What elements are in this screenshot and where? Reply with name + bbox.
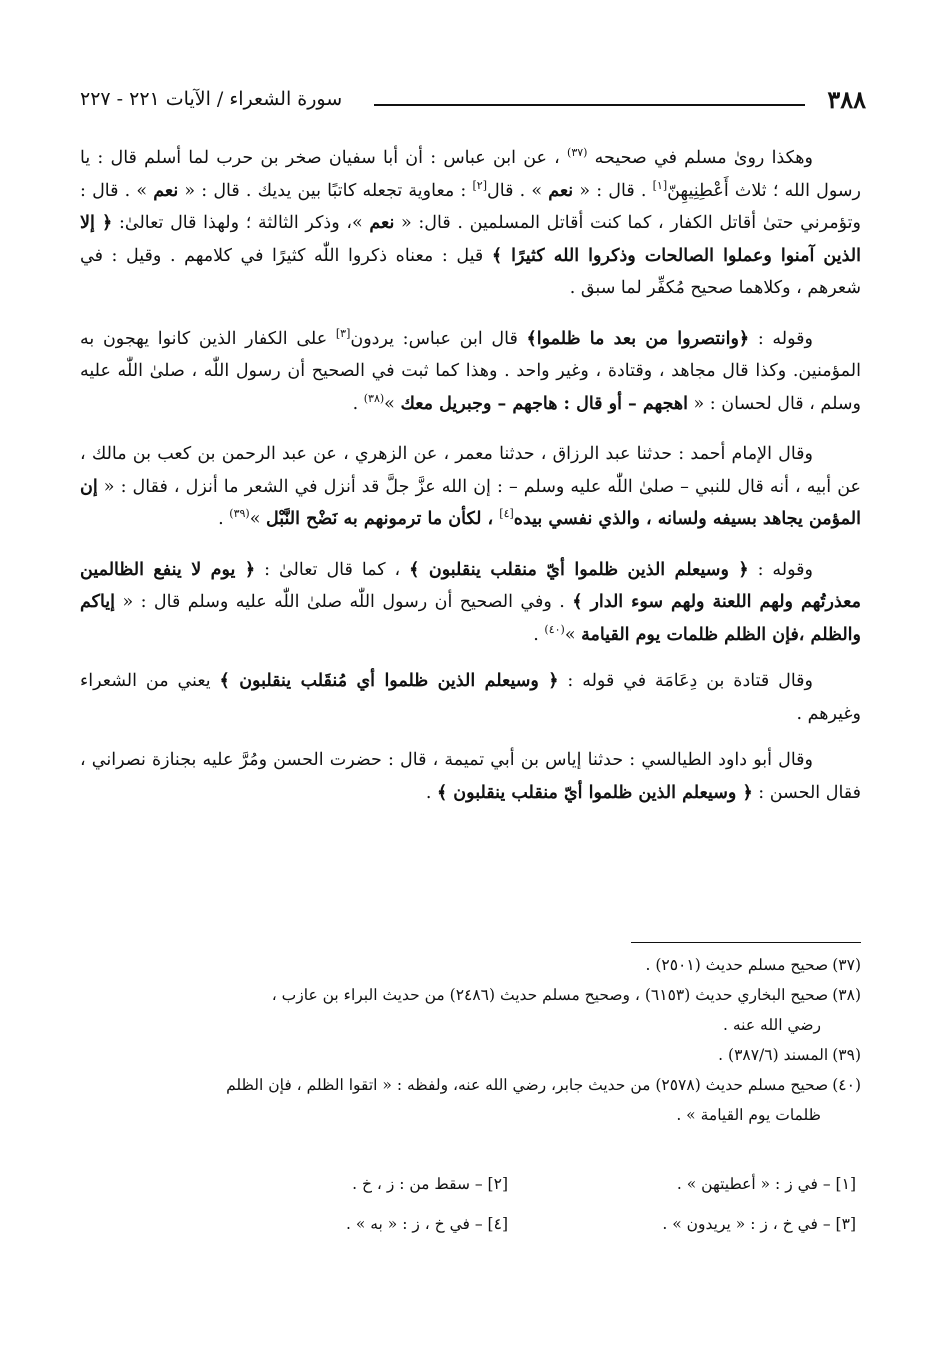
hadith-quote: إن المؤمن يجاهد بسيفه ولسانه ، والذي نفسي بيده bbox=[80, 476, 861, 529]
quran-quote: ﴿ يوم لا ينفع الظالمين معذرتُهم ولهم اللعنة ولهم سوء الدار ﴾ bbox=[80, 559, 861, 612]
variant-ref[interactable]: [١] bbox=[652, 178, 668, 192]
variant-ref[interactable]: [٣] bbox=[335, 326, 351, 340]
footnote-number: (٣٧) bbox=[832, 956, 861, 974]
variant-note: [٢] – سقط من : ز ، خ . bbox=[352, 1175, 508, 1193]
footnote-number: (٣٨) bbox=[832, 986, 861, 1004]
footnote-ref[interactable]: (٣٧) bbox=[567, 146, 588, 160]
quran-quote: ﴿ وسيعلم الذين ظلموا أيّ منقلب ينقلبون ﴾ bbox=[436, 782, 753, 803]
footnote-ref[interactable]: (٣٨) bbox=[363, 391, 385, 405]
footnote-item: (٣٨)صحيح البخاري حديث (٦١٥٣) ، وصحيح مسلم حديث (٢٤٨٦) من حديث البراء بن عازب ، رضي الله عنه . bbox=[271, 986, 861, 1034]
hadith-quote: ، لكأن ما ترمونهم به نَضْح النَّبْل bbox=[265, 509, 500, 529]
paragraph-4: وقوله : ﴿ وسيعلم الذين ظلموا أيّ منقلب ينقلبون ﴾ ، كما قال تعالىٰ : ﴿ يوم لا ينفع الظالمين معذرتُهم ولهم اللعنة ولهم سوء الدار ﴾ . وفي الصحيح أن رسول اللّٰه صلىٰ اللّٰه عليه وسلم قال : « إياكم والظلم ،فإن الظلم ظلمات يوم القيامة »$^{(٤٠)}$ . bbox=[80, 559, 861, 645]
quran-quote: ﴿وانتصروا من بعد ما ظلموا﴾ bbox=[526, 328, 750, 349]
quran-quote: ﴿ وسيعلم الذين ظلموا أيّ منقلب ينقلبون ﴾ bbox=[409, 559, 749, 580]
running-title: سورة الشعراء / الآيات ٢٢١ - ٢٢٧ bbox=[80, 88, 343, 110]
paragraph-1: وهكذا روىٰ مسلم في صحيحه $^{(٣٧)}$ ، عن ابن عباس : أن أبا سفيان صخر بن حرب لما أسلم قال : يا رسول الله ؛ ثلاث أَعْطِنِيهِنّ[١] . قال : « نعم » . قال[٢] : معاوية تجعله كاتبًا بين يديك . قال : « نعم » . قال : وتؤمرني حتىٰ أقاتل الكفار ، كما كنت أقاتل المسلمين . قال: « نعم »، وذكر الثالثة ؛ ولهذا قال تعالىٰ: ﴿ إلا الذين آمنوا وعملوا الصالحات وذكروا الله كثيرًا ﴾ قيل : معناه ذكروا اللّٰه كثيرًا في كلامهم . وقيل : في شعرهم ، وكلاهما صحيح مُكفِّر لما سبق . bbox=[80, 146, 861, 298]
footnote-separator bbox=[631, 942, 861, 943]
variant-note: [٤] – في خ ، ز : « به » . bbox=[345, 1215, 508, 1233]
footnote-item: (٣٧)صحيح مسلم حديث (٢٥٠١) . bbox=[645, 956, 861, 974]
variant-ref[interactable]: [٤] bbox=[499, 507, 514, 521]
paragraph-6: وقال أبو داود الطيالسي : حدثنا إياس بن أبي تميمة ، قال : حضرت الحسن ومُرَّ عليه بجنازة نصراني ، فقال الحسن : ﴿ وسيعلم الذين ظلموا أيّ منقلب ينقلبون ﴾ . bbox=[80, 750, 861, 803]
paragraph-3: وقال الإمام أحمد : حدثنا عبد الرزاق ، حدثنا معمر ، عن الزهري ، عن عبد الرحمن بن كعب بن مالك ، عن أبيه ، أنه قال للنبي – صلىٰ اللّٰه عليه وسلم – : إن الله عزَّ جلَّ قد أنزل في الشعر ما أنزل ، فقال : « إن المؤمن يجاهد بسيفه ولسانه ، والذي نفسي بيده[٤] ، لكأن ما ترمونهم به نَضْح النَّبْل »$^{(٣٩)}$ . bbox=[80, 444, 861, 529]
hadith-quote: اهجهم – أو قال : هاجهم – وجبريل معك bbox=[400, 393, 688, 414]
variant-note: [١] – في ز : « أعطيتهن » . bbox=[676, 1175, 856, 1193]
footnote-ref[interactable]: (٤٠) bbox=[544, 622, 565, 636]
header-rule bbox=[374, 104, 805, 106]
quran-quote: ﴿ وسيعلم الذين ظلموا أي مُنقَلب ينقلبون ﴾ bbox=[219, 671, 559, 691]
variant-ref[interactable]: [٢] bbox=[472, 178, 488, 192]
page-header bbox=[80, 82, 866, 116]
paragraph-5: وقال قتادة بن دِعَامَة في قوله : ﴿ وسيعلم الذين ظلموا أي مُنقَلب ينقلبون ﴾ يعني من الشعراء وغيرهم . bbox=[80, 671, 861, 724]
main-text bbox=[80, 142, 861, 823]
footnote-item: (٣٩)المسند (٣٨٧/٦) . bbox=[718, 1046, 861, 1064]
page-number: ٣٨٨ bbox=[827, 84, 866, 114]
footnote-item: (٤٠)صحيح مسلم حديث (٢٥٧٨) من حديث جابر، رضي الله عنه، ولفظه : « اتقوا الظلم ، فإن الظلم ظلمات يوم القيامة » . bbox=[226, 1076, 861, 1124]
footnote-number: (٣٩) bbox=[832, 1046, 861, 1064]
manuscript-variants bbox=[200, 1170, 856, 1238]
paragraph-2: وقوله : ﴿وانتصروا من بعد ما ظلموا﴾ قال ابن عباس: يردون[٣] على الكفار الذين كانوا يهجون به المؤمنين. وكذا قال مجاهد ، وقتادة ، وغير واحد . وهذا كما ثبت في الصحيح أن رسول اللّٰه ، صلىٰ اللّٰه عليه وسلم ، قال لحسان : « اهجهم – أو قال : هاجهم – وجبريل معك »$^{(٣٨)}$ . bbox=[80, 326, 861, 414]
footnote-ref[interactable]: (٣٩) bbox=[229, 507, 250, 521]
variant-note: [٣] – في خ ، ز : « يريدون » . bbox=[662, 1215, 856, 1233]
footnotes bbox=[80, 950, 861, 1130]
quran-quote: ﴿ إلا الذين آمنوا وعملوا الصالحات وذكروا الله كثيرًا ﴾ bbox=[80, 213, 861, 266]
hadith-quote: إياكم والظلم ،فإن الظلم ظلمات يوم القيامة bbox=[80, 592, 861, 645]
footnote-number: (٤٠) bbox=[832, 1076, 861, 1094]
